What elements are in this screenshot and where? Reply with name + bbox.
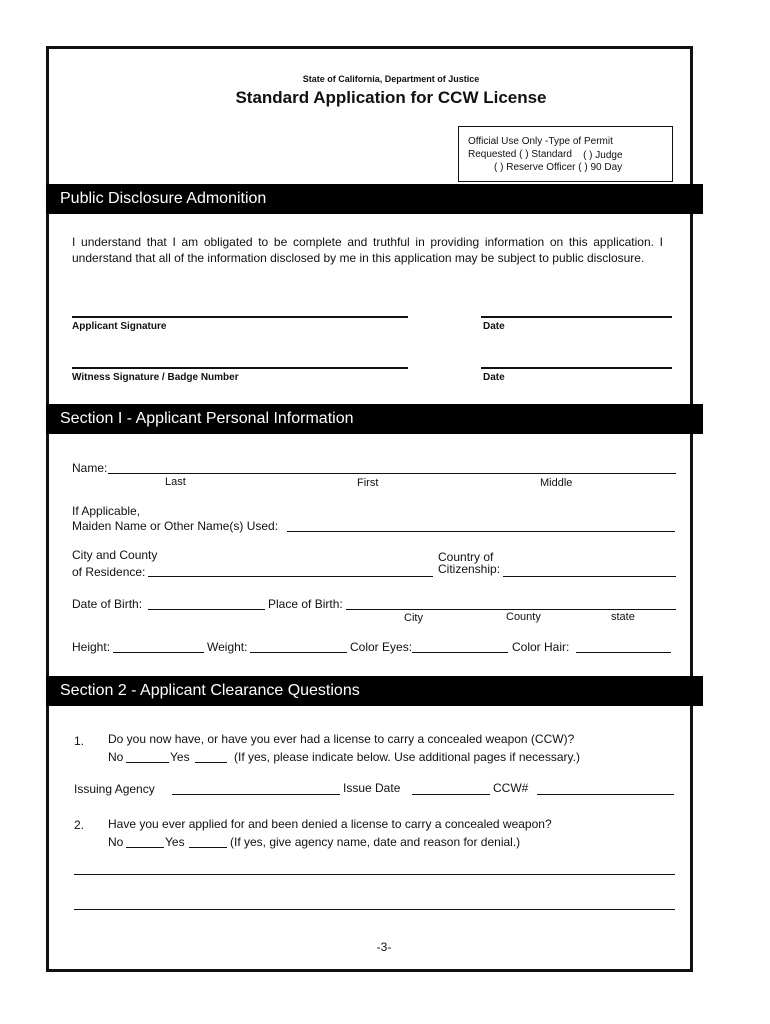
date-label-1: Date xyxy=(483,321,505,332)
pob-label: Place of Birth: xyxy=(268,597,343,611)
eyes-field[interactable] xyxy=(412,652,508,653)
official-use-line3: ( ) Reserve Officer ( ) 90 Day xyxy=(494,162,623,173)
last-label: Last xyxy=(165,476,186,488)
citizenship-label: Citizenship: xyxy=(438,562,501,576)
maiden-name-label: Maiden Name or Other Name(s) Used: xyxy=(72,519,279,533)
weight-field[interactable] xyxy=(250,652,347,653)
agency-line: State of California, Department of Justice xyxy=(302,74,480,84)
issuing-agency-label: Issuing Agency xyxy=(74,782,155,796)
date-line-2[interactable] xyxy=(481,367,672,369)
q2-number: 2. xyxy=(74,818,85,832)
hair-label: Color Hair: xyxy=(512,640,570,654)
hair-field[interactable] xyxy=(576,652,671,653)
q1-no-field[interactable] xyxy=(126,762,169,763)
witness-label: Witness Signature / Badge Number xyxy=(72,372,239,383)
first-label: First xyxy=(357,477,379,489)
height-label: Height: xyxy=(72,640,111,654)
city-label: City xyxy=(404,612,423,624)
middle-label: Middle xyxy=(540,477,573,489)
country-label: Country of xyxy=(438,550,494,564)
q2-note: (If yes, give agency name, date and reason for denial.) xyxy=(230,835,521,849)
q1-yes-label: Yes xyxy=(170,750,190,764)
section-bar-clearance: Section 2 - Applicant Clearance Questions xyxy=(46,676,703,706)
q1-number: 1. xyxy=(74,734,85,748)
q2-answer-line-1[interactable] xyxy=(74,874,675,875)
official-use-line1: Official Use Only -Type of Permit xyxy=(468,136,613,147)
q1-no-label: No xyxy=(108,750,124,764)
witness-signature-line[interactable] xyxy=(72,367,408,369)
section-bar-personal-info: Section I - Applicant Personal Information xyxy=(46,404,703,434)
if-applicable-label: If Applicable, xyxy=(72,504,141,518)
state-label: state xyxy=(611,611,635,623)
q2-no-label: No xyxy=(108,835,124,849)
q2-yes-label: Yes xyxy=(165,835,185,849)
date-line-1[interactable] xyxy=(481,316,672,318)
weight-label: Weight: xyxy=(207,640,248,654)
pob-field[interactable] xyxy=(346,609,676,610)
residence-field[interactable] xyxy=(148,576,433,577)
section-bar-disclosure: Public Disclosure Admonition xyxy=(46,184,703,214)
citizenship-field[interactable] xyxy=(503,576,676,577)
ccw-number-label: CCW# xyxy=(493,781,529,795)
official-use-box xyxy=(458,126,673,182)
residence-label: of Residence: xyxy=(72,565,146,579)
q1-note: (If yes, please indicate below. Use additional pages if necessary.) xyxy=(234,750,580,764)
name-field[interactable] xyxy=(108,473,676,474)
dob-label: Date of Birth: xyxy=(72,597,143,611)
applicant-signature-label: Applicant Signature xyxy=(72,321,167,332)
maiden-name-field[interactable] xyxy=(287,531,675,532)
ccw-number-field[interactable] xyxy=(537,794,674,795)
q2-answer-line-2[interactable] xyxy=(74,909,675,910)
date-label-2: Date xyxy=(483,372,505,383)
official-use-line2 xyxy=(468,148,672,161)
q2-no-field[interactable] xyxy=(126,847,164,848)
applicant-signature-line[interactable] xyxy=(72,316,408,318)
q2-text: Have you ever applied for and been denied a license to carry a concealed weapon? xyxy=(108,817,552,831)
issuing-agency-field[interactable] xyxy=(172,794,340,795)
issue-date-field[interactable] xyxy=(412,794,490,795)
issue-date-label: Issue Date xyxy=(343,781,401,795)
judge-option: ( ) Judge xyxy=(583,150,623,161)
page-number: -3- xyxy=(376,940,392,954)
city-county-label: City and County xyxy=(72,548,158,562)
county-label: County xyxy=(506,611,541,623)
eyes-label: Color Eyes: xyxy=(350,640,413,654)
requested-standard: Requested ( ) Standard xyxy=(468,149,572,160)
q2-yes-field[interactable] xyxy=(189,847,227,848)
disclosure-text: I understand that I am obligated to be complete and truthful in providing information on this application. I understand that all of the information disclosed by me in this application may be subject to public disclosure. xyxy=(72,235,663,265)
q1-text: Do you now have, or have you ever had a license to carry a concealed weapon (CCW)? xyxy=(108,732,575,746)
q1-yes-field[interactable] xyxy=(195,762,227,763)
form-title: Standard Application for CCW License xyxy=(235,88,547,107)
height-field[interactable] xyxy=(113,652,204,653)
name-label: Name: xyxy=(72,461,108,475)
dob-field[interactable] xyxy=(148,609,265,610)
